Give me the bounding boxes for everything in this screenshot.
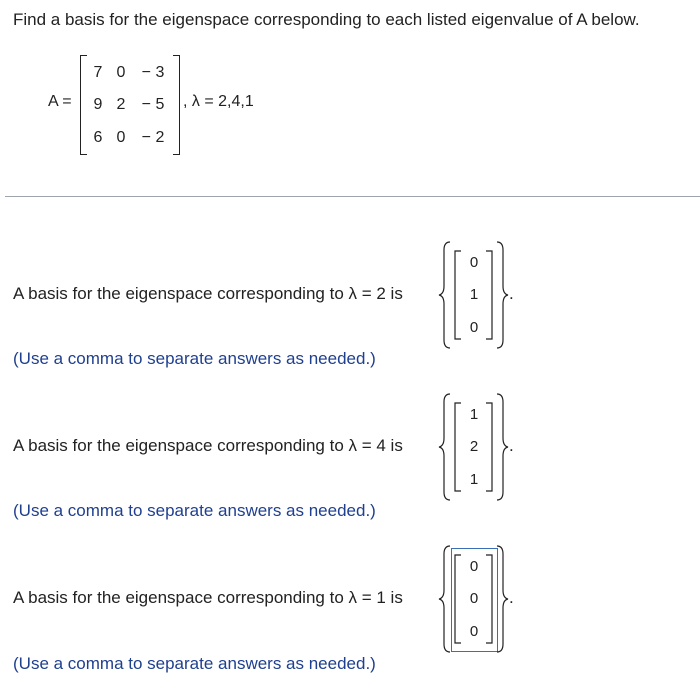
hint-text: (Use a comma to separate answers as needed.) [13, 349, 376, 368]
hint-text: (Use a comma to separate answers as needed.) [13, 654, 376, 673]
section-divider [5, 196, 700, 197]
matrix-cell: 0 [116, 64, 126, 81]
matrix-cell: 9 [93, 96, 103, 113]
matrix-a [80, 55, 180, 155]
period: . [509, 588, 514, 607]
matrix-cell: 6 [93, 129, 103, 146]
vector-entry-input[interactable]: 0 [469, 590, 479, 607]
basis-set-lambda-4 [437, 392, 527, 502]
period: . [509, 284, 514, 303]
matrix-cell: 2 [116, 96, 126, 113]
eigenvalue-list: , λ = 2,4,1 [183, 93, 254, 110]
matrix-label: A = [48, 93, 72, 110]
matrix-cell: 0 [116, 129, 126, 146]
matrix-right-bracket [173, 55, 180, 155]
basis-prompt-lambda-2: A basis for the eigenspace corresponding to λ = 2 is [13, 284, 403, 303]
vector-entry-input[interactable]: 0 [469, 623, 479, 640]
hint-text: (Use a comma to separate answers as needed.) [13, 501, 376, 520]
matrix-cell: − 2 [141, 129, 165, 146]
basis-prompt-lambda-1: A basis for the eigenspace corresponding to λ = 1 is [13, 588, 403, 607]
question-text: Find a basis for the eigenspace corresponding to each listed eigenvalue of A below. [13, 10, 640, 29]
matrix-cell: − 5 [141, 96, 165, 113]
vector-entry-input[interactable]: 1 [469, 286, 479, 303]
period: . [509, 436, 514, 455]
vector-entry-input[interactable]: 2 [469, 438, 479, 455]
vector-entry-input[interactable]: 0 [469, 319, 479, 336]
vector-entry-input[interactable]: 0 [469, 254, 479, 271]
vector-entry-input[interactable]: 1 [469, 406, 479, 423]
matrix-cell: − 3 [141, 64, 165, 81]
vector-entry-input[interactable]: 0 [469, 558, 479, 575]
basis-prompt-lambda-4: A basis for the eigenspace corresponding to λ = 4 is [13, 436, 403, 455]
matrix-cell: 7 [93, 64, 103, 81]
basis-set-lambda-1 [437, 544, 527, 654]
vector-entry-input[interactable]: 1 [469, 471, 479, 488]
basis-set-lambda-2 [437, 240, 527, 350]
